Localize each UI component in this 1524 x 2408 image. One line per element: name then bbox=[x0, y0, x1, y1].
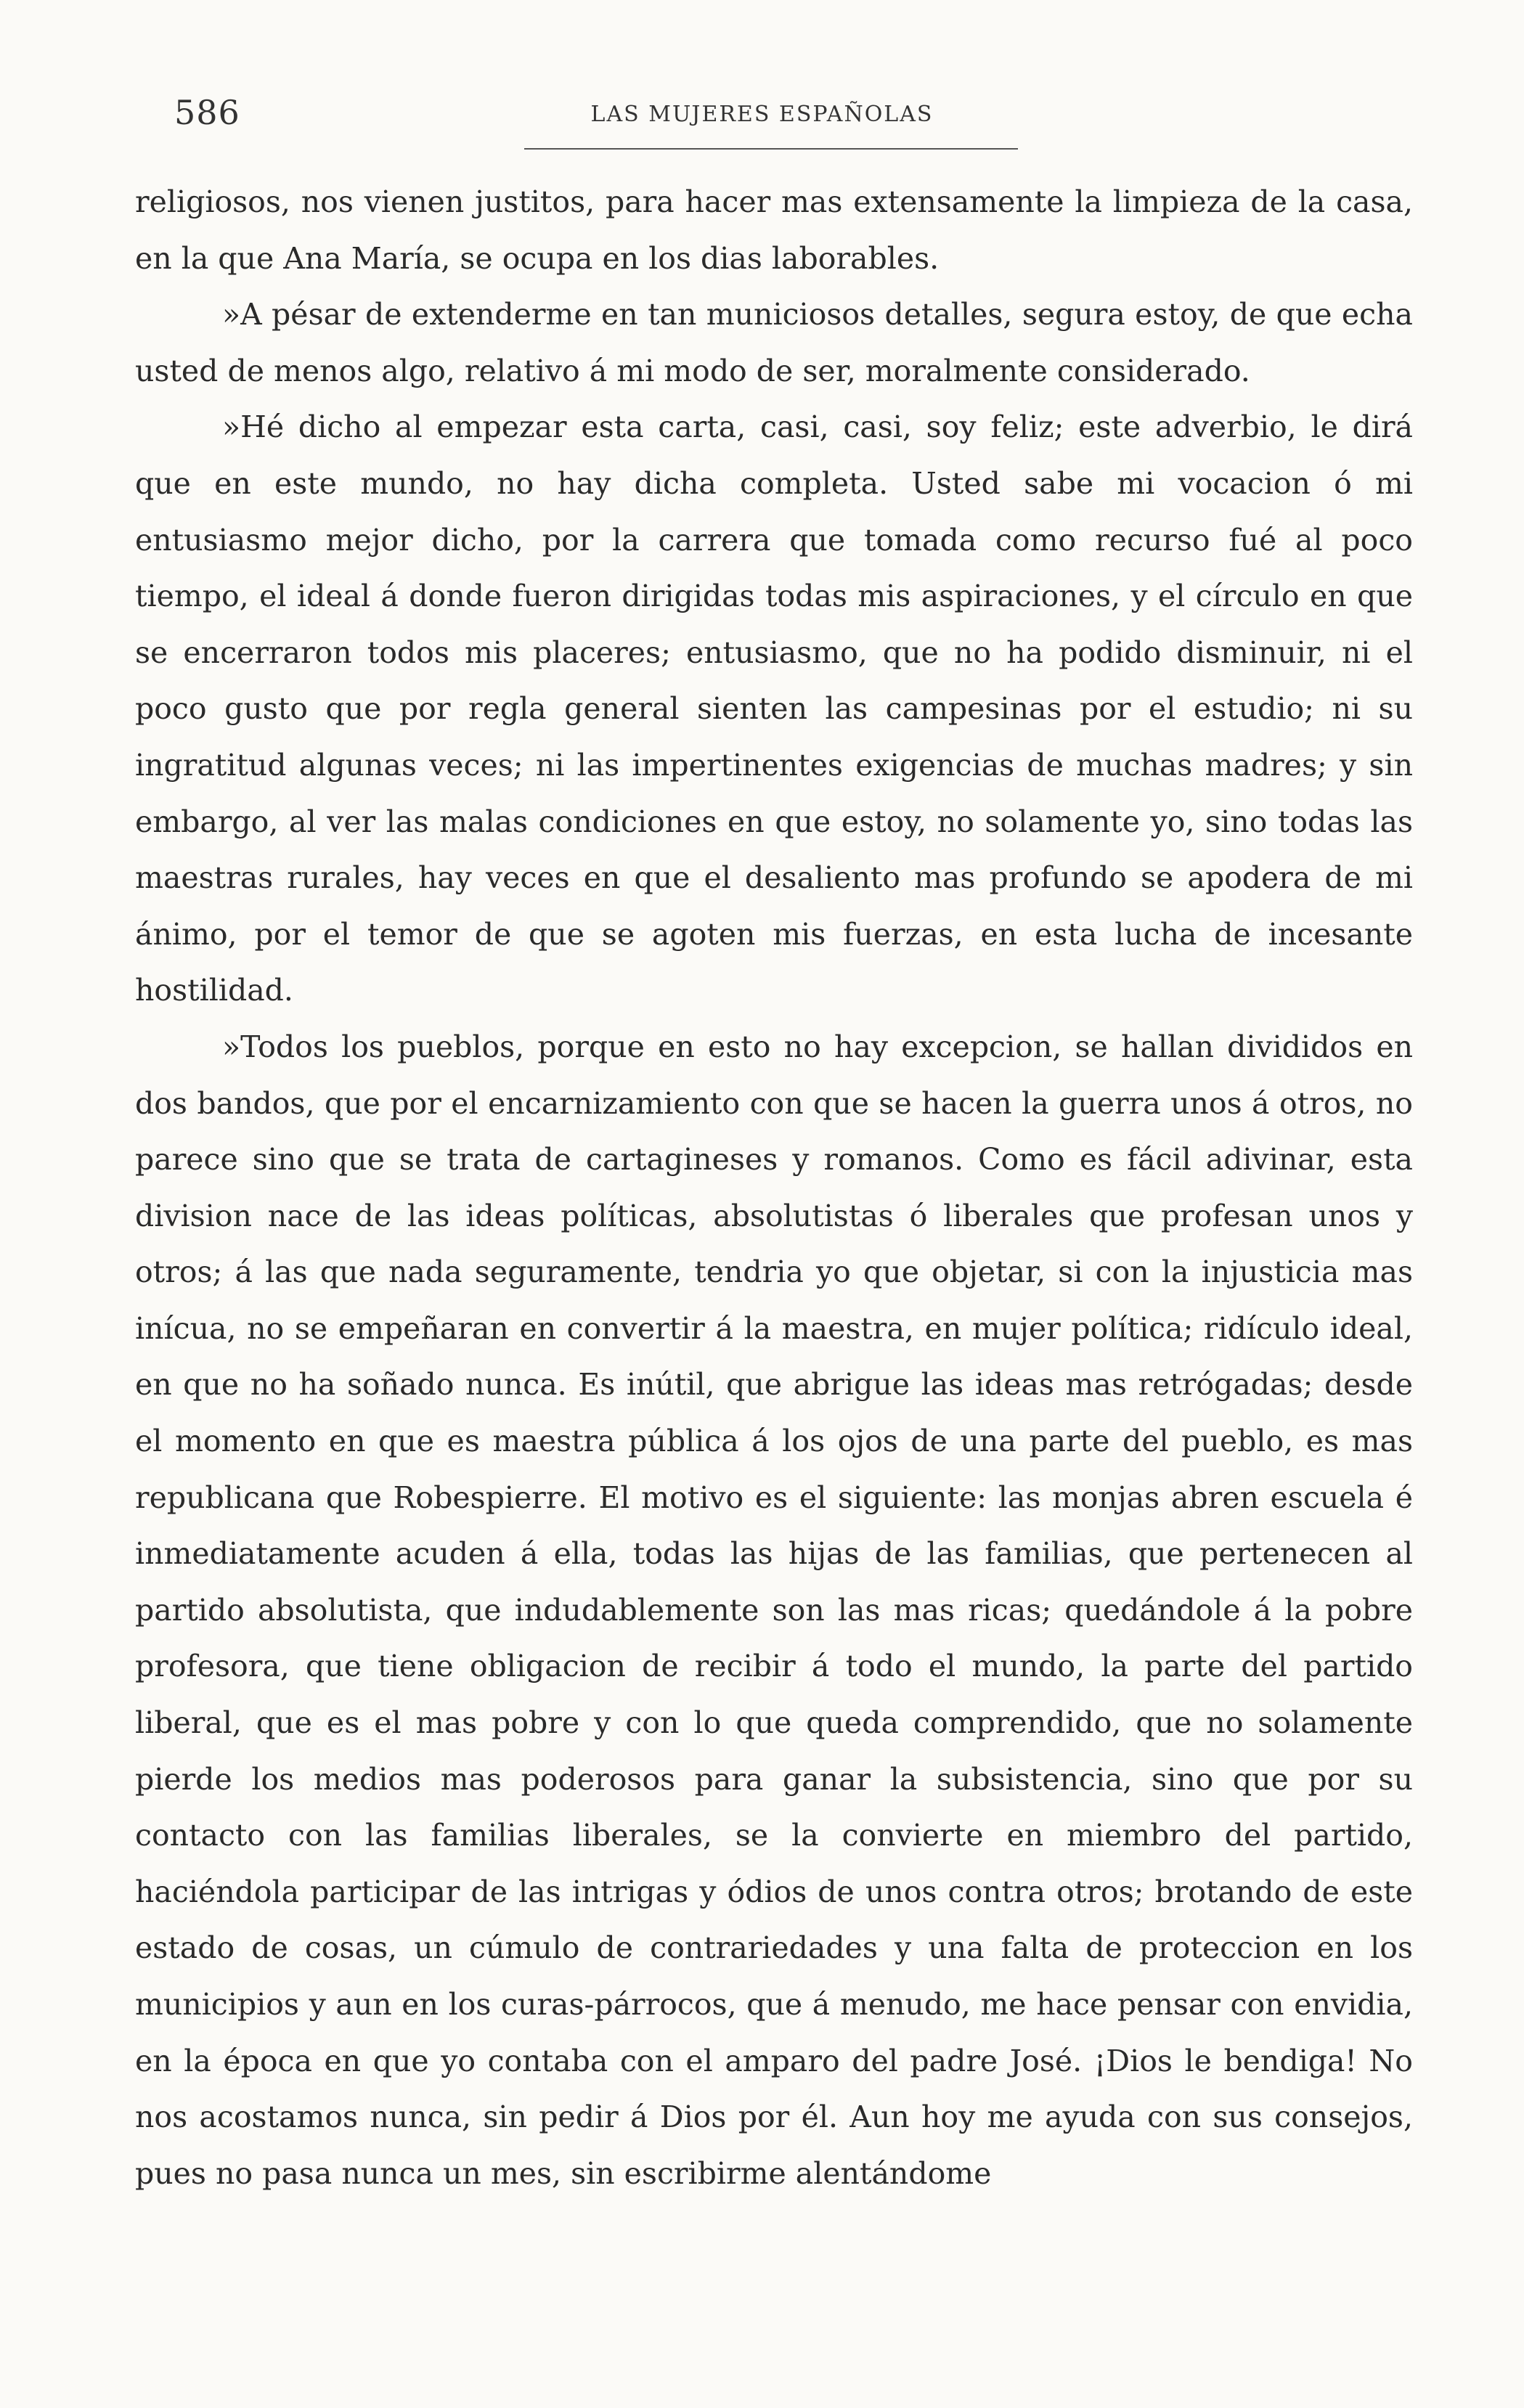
paragraph: »A pésar de extenderme en tan municiosos detalles, segura estoy, de que echa usted de menos algo, relativo á mi modo de ser, moralmente considerado. bbox=[135, 297, 1413, 388]
paragraph: »Todos los pueblos, porque en esto no hay excepcion, se hallan divididos en dos bandos, que por el encarnizamiento con que se hacen la guerra unos á otros, no parece sino que se trata de cartagineses y romanos. Como es fácil adivinar, esta division nace de las ideas políticas, absolutistas ó liberales que profesan unos y otros; á las que nada seguramente, tendria yo que objetar, si con la injusticia mas inícua, no se empeñaran en convertir á la maestra, en mujer política; ridículo ideal, en que no ha soñado nunca. Es inútil, que abrigue las ideas mas retrógadas; desde el momento en que es maestra pública á los ojos de una parte del pueblo, es mas republicana que Robespierre. El motivo es el siguiente: las monjas abren escuela é inmediatamente acuden á ella, todas las hijas de las familias, que pertenecen al partido absolutista, que indudablemente son las mas ricas; quedándole á la pobre profesora, que tiene obligacion de recibir á todo el mundo, la parte del partido liberal, que es el mas pobre y con lo que queda comprendido, que no solamente pierde los medios mas poderosos para ganar la subsistencia, sino que por su contacto con las familias liberales, se la convierte en miembro del partido, haciéndola participar de las intrigas y ódios de unos contra otros; brotando de este estado de cosas, un cúmulo de contrariedades y una falta de proteccion en los municipios y aun en los curas-párrocos, que á menudo, me hace pensar con envidia, en la época en que yo contaba con el amparo del padre José. ¡Dios le bendiga! No nos acostamos nunca, sin pedir á Dios por él. Aun hoy me ayuda con sus consejos, pues no pasa nunca un mes, sin escribirme alentándome bbox=[135, 1029, 1413, 2191]
body-text bbox=[135, 174, 1413, 2202]
header-rule bbox=[524, 148, 1018, 150]
paragraph: religiosos, nos vienen justitos, para hacer mas extensamente la limpieza de la casa, en la que Ana María, se ocupa en los dias laborables. bbox=[135, 184, 1413, 276]
running-title: LAS MUJERES ESPAÑOLAS bbox=[590, 102, 934, 127]
page-number: 586 bbox=[174, 93, 240, 132]
paragraph: »Hé dicho al empezar esta carta, casi, casi, soy feliz; este adverbio, le dirá que en este mundo, no hay dicha completa. Usted sabe mi vocacion ó mi entusiasmo mejor dicho, por la carrera que tomada como recurso fué al poco tiempo, el ideal á donde fueron dirigidas todas mis aspiraciones, y el círculo en que se encerraron todos mis placeres; entusiasmo, que no ha podido disminuir, ni el poco gusto que por regla general sienten las campesinas por el estudio; ni su ingratitud algunas veces; ni las impertinentes exigencias de muchas madres; y sin embargo, al ver las malas condiciones en que estoy, no solamente yo, sino todas las maestras rurales, hay veces en que el desaliento mas profundo se apodera de mi ánimo, por el temor de que se agoten mis fuerzas, en esta lucha de incesante hostilidad. bbox=[135, 409, 1413, 1008]
